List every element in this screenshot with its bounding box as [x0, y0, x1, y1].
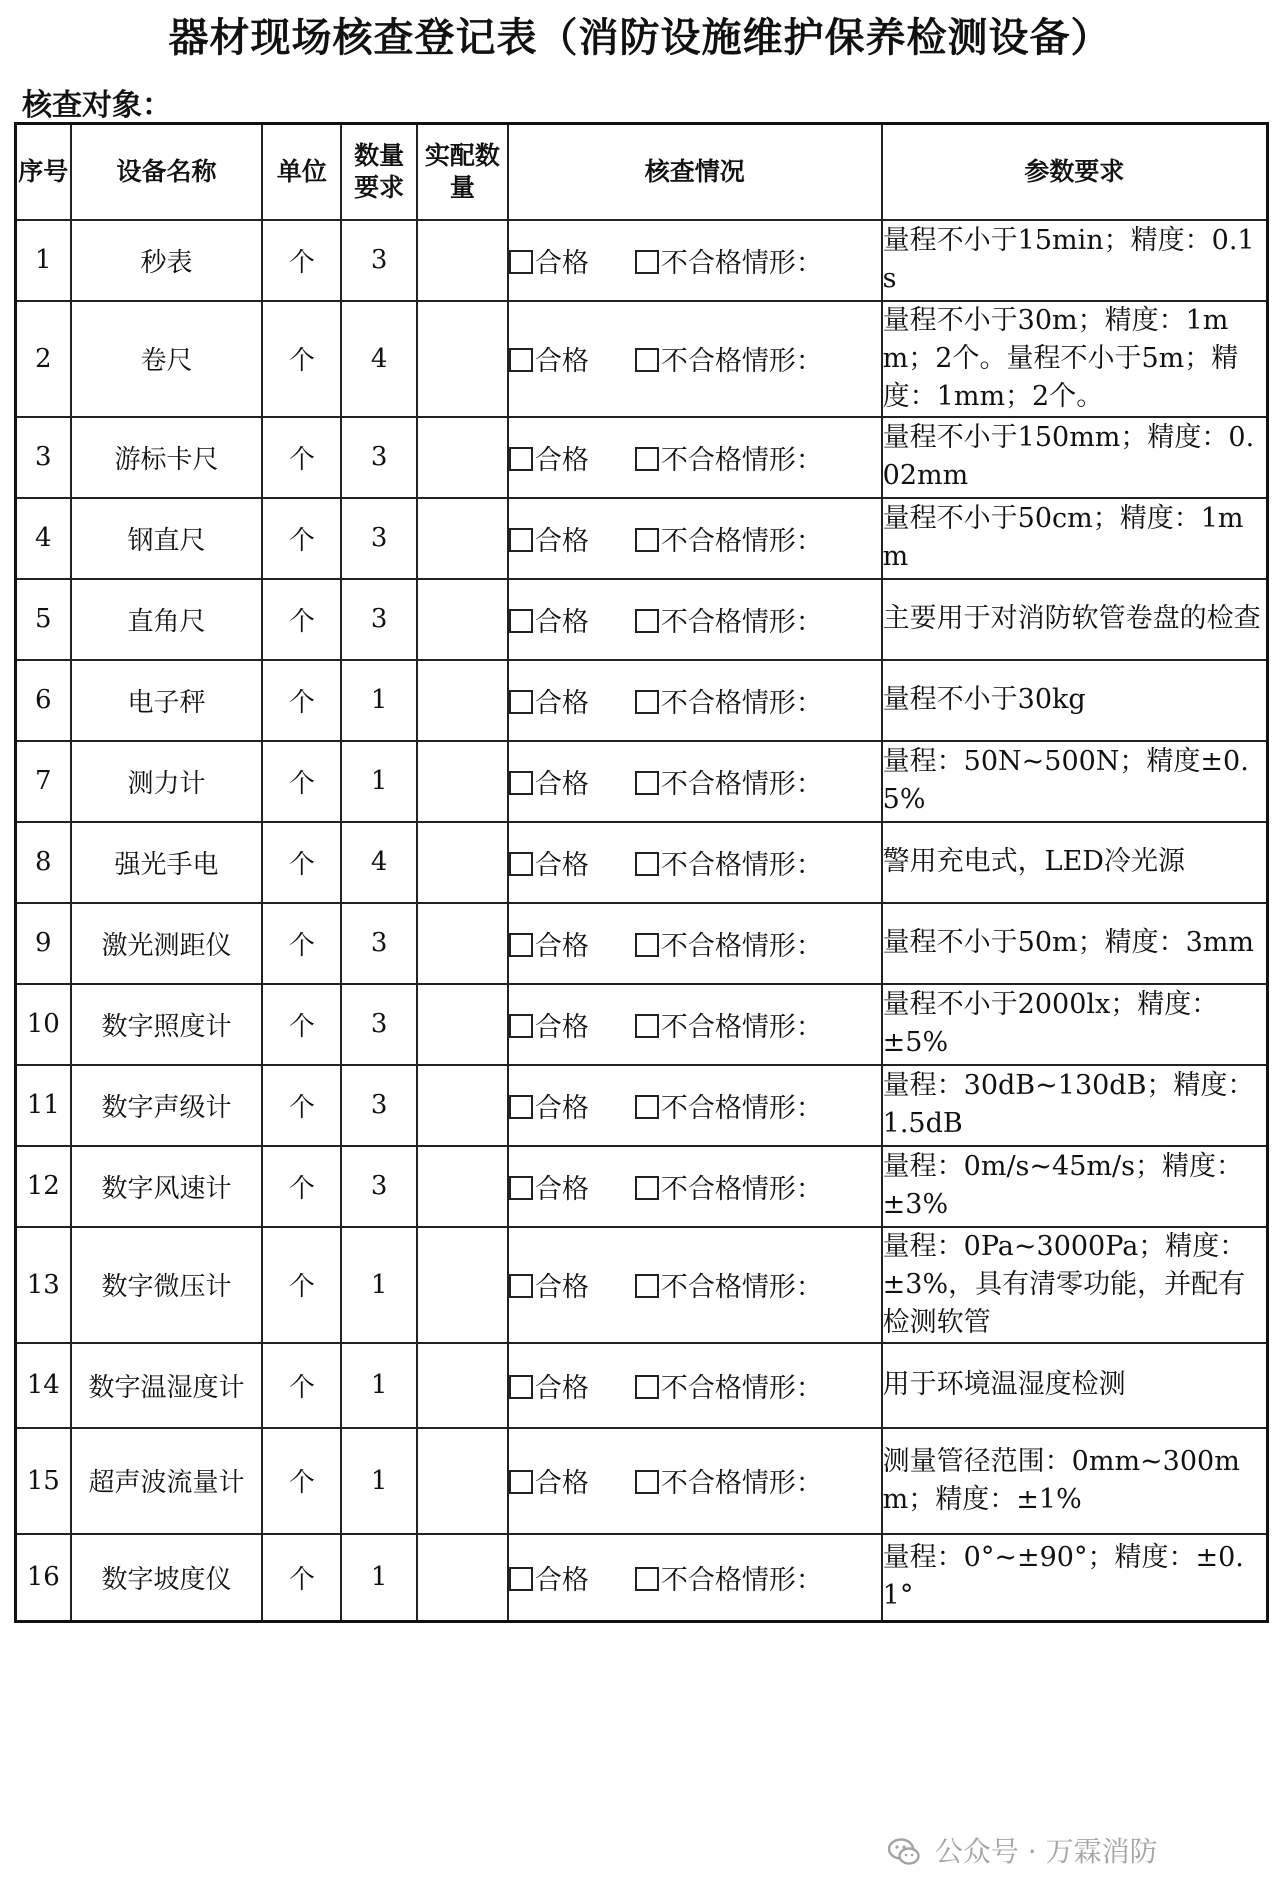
row-unit: 个 [262, 1227, 341, 1343]
row-serial-number: 7 [16, 741, 71, 822]
row-equipment-name: 数字照度计 [71, 984, 263, 1065]
table-row [16, 220, 1268, 301]
row-quantity-required: 3 [341, 498, 416, 579]
equipment-register-table [14, 122, 1269, 1623]
row-check-status [508, 903, 882, 984]
row-parameter-requirement: 量程不小于2000lx；精度：±5% [882, 984, 1268, 1065]
table-row [16, 498, 1268, 579]
table-row [16, 1343, 1268, 1428]
row-quantity-actual-input[interactable] [417, 1227, 508, 1343]
row-serial-number: 14 [16, 1343, 71, 1428]
row-serial-number: 16 [16, 1534, 71, 1622]
pass-checkbox[interactable] [509, 1176, 533, 1200]
pass-label: 合格 [534, 1468, 589, 1499]
fail-checkbox[interactable] [635, 1095, 659, 1119]
pass-checkbox[interactable] [509, 528, 533, 552]
row-quantity-actual-input[interactable] [417, 1534, 508, 1622]
row-equipment-name: 电子秤 [71, 660, 263, 741]
row-unit: 个 [262, 220, 341, 301]
row-check-status [508, 1146, 882, 1227]
row-quantity-required: 1 [341, 1428, 416, 1534]
fail-checkbox[interactable] [635, 528, 659, 552]
fail-label: 不合格情形： [660, 1468, 823, 1499]
inspection-subject-label: 核查对象： [22, 88, 172, 123]
fail-label: 不合格情形： [660, 525, 823, 557]
fail-checkbox[interactable] [635, 852, 659, 876]
pass-label: 合格 [534, 346, 589, 377]
fail-label: 不合格情形： [660, 1372, 823, 1404]
fail-label: 不合格情形： [660, 444, 823, 476]
fail-checkbox[interactable] [635, 1014, 659, 1038]
row-check-status [508, 1428, 882, 1534]
wechat-icon [888, 1838, 920, 1866]
table-row [16, 1065, 1268, 1146]
pass-checkbox[interactable] [509, 1095, 533, 1119]
row-quantity-actual-input[interactable] [417, 741, 508, 822]
row-unit: 个 [262, 301, 341, 417]
row-parameter-requirement: 量程：0°~±90°；精度：±0.1° [882, 1534, 1268, 1622]
row-quantity-actual-input[interactable] [417, 903, 508, 984]
header-quantity-required: 数量要求 [341, 124, 416, 220]
row-equipment-name: 卷尺 [71, 301, 263, 417]
table-row [16, 1534, 1268, 1622]
row-check-status [508, 1343, 882, 1428]
header-quantity-actual: 实配数量 [417, 124, 508, 220]
row-unit: 个 [262, 741, 341, 822]
row-equipment-name: 数字温湿度计 [71, 1343, 263, 1428]
fail-checkbox[interactable] [635, 1567, 659, 1591]
row-quantity-required: 3 [341, 220, 416, 301]
row-quantity-actual-input[interactable] [417, 822, 508, 903]
row-unit: 个 [262, 903, 341, 984]
fail-label: 不合格情形： [660, 1011, 823, 1043]
row-quantity-actual-input[interactable] [417, 984, 508, 1065]
row-unit: 个 [262, 579, 341, 660]
row-serial-number: 4 [16, 498, 71, 579]
header-unit: 单位 [262, 124, 341, 220]
pass-label: 合格 [534, 930, 589, 962]
fail-checkbox[interactable] [635, 348, 659, 372]
row-serial-number: 11 [16, 1065, 71, 1146]
row-quantity-actual-input[interactable] [417, 498, 508, 579]
pass-checkbox[interactable] [509, 1567, 533, 1591]
pass-checkbox[interactable] [509, 1375, 533, 1399]
row-unit: 个 [262, 984, 341, 1065]
watermark [888, 1830, 1158, 1870]
row-serial-number: 15 [16, 1428, 71, 1534]
fail-label: 不合格情形： [660, 1173, 823, 1205]
pass-checkbox[interactable] [509, 1014, 533, 1038]
row-check-status [508, 741, 882, 822]
row-unit: 个 [262, 498, 341, 579]
pass-checkbox[interactable] [509, 933, 533, 957]
row-check-status [508, 660, 882, 741]
row-unit: 个 [262, 1065, 341, 1146]
pass-label: 合格 [534, 444, 589, 476]
table-row [16, 301, 1268, 417]
pass-checkbox[interactable] [509, 250, 533, 274]
row-parameter-requirement: 量程：50N~500N；精度±0.5% [882, 741, 1268, 822]
row-quantity-required: 3 [341, 984, 416, 1065]
row-quantity-required: 3 [341, 1065, 416, 1146]
row-unit: 个 [262, 1146, 341, 1227]
fail-checkbox[interactable] [635, 690, 659, 714]
row-quantity-actual-input[interactable] [417, 660, 508, 741]
table-row [16, 660, 1268, 741]
row-check-status [508, 498, 882, 579]
fail-checkbox[interactable] [635, 609, 659, 633]
row-serial-number: 2 [16, 301, 71, 417]
row-unit: 个 [262, 660, 341, 741]
row-parameter-requirement: 量程不小于15min；精度：0.1s [882, 220, 1268, 301]
fail-label: 不合格情形： [660, 346, 823, 377]
page-title: 器材现场核查登记表（消防设施维护保养检测设备） [168, 15, 1112, 61]
row-parameter-requirement: 量程不小于150mm；精度：0.02mm [882, 417, 1268, 498]
pass-label: 合格 [534, 849, 589, 881]
fail-label: 不合格情形： [660, 849, 823, 881]
header-equipment-name: 设备名称 [71, 124, 263, 220]
row-check-status [508, 579, 882, 660]
table-header-row [16, 124, 1268, 220]
row-check-status [508, 1534, 882, 1622]
row-quantity-required: 3 [341, 1146, 416, 1227]
row-quantity-actual-input[interactable] [417, 1428, 508, 1534]
row-parameter-requirement: 主要用于对消防软管卷盘的检查 [882, 579, 1268, 660]
row-check-status [508, 417, 882, 498]
row-equipment-name: 钢直尺 [71, 498, 263, 579]
row-quantity-required: 1 [341, 1343, 416, 1428]
table-row [16, 903, 1268, 984]
row-unit: 个 [262, 1534, 341, 1622]
row-equipment-name: 数字坡度仪 [71, 1534, 263, 1622]
fail-checkbox[interactable] [635, 1470, 659, 1494]
table-row [16, 1428, 1268, 1534]
pass-checkbox[interactable] [509, 771, 533, 795]
pass-checkbox[interactable] [509, 852, 533, 876]
row-check-status [508, 301, 882, 417]
header-serial-number: 序号 [16, 124, 71, 220]
fail-checkbox[interactable] [635, 1375, 659, 1399]
row-equipment-name: 数字风速计 [71, 1146, 263, 1227]
row-serial-number: 8 [16, 822, 71, 903]
row-quantity-required: 3 [341, 417, 416, 498]
row-unit: 个 [262, 822, 341, 903]
row-equipment-name: 强光手电 [71, 822, 263, 903]
row-check-status [508, 1065, 882, 1146]
row-serial-number: 13 [16, 1227, 71, 1343]
fail-checkbox[interactable] [635, 1176, 659, 1200]
row-equipment-name: 数字声级计 [71, 1065, 263, 1146]
row-parameter-requirement: 量程不小于30kg [882, 660, 1268, 741]
pass-label: 合格 [534, 1092, 589, 1124]
row-quantity-required: 1 [341, 1227, 416, 1343]
row-parameter-requirement: 量程不小于30m；精度：1mm；2个。量程不小于5m；精度：1mm；2个。 [882, 301, 1268, 417]
row-unit: 个 [262, 1428, 341, 1534]
pass-label: 合格 [534, 687, 589, 719]
row-equipment-name: 秒表 [71, 220, 263, 301]
fail-checkbox[interactable] [635, 933, 659, 957]
row-quantity-actual-input[interactable] [417, 417, 508, 498]
pass-label: 合格 [534, 525, 589, 557]
pass-checkbox[interactable] [509, 690, 533, 714]
table-row [16, 1227, 1268, 1343]
row-quantity-required: 3 [341, 579, 416, 660]
fail-label: 不合格情形： [660, 1564, 823, 1596]
fail-label: 不合格情形： [660, 606, 823, 638]
row-serial-number: 1 [16, 220, 71, 301]
row-parameter-requirement: 量程不小于50m；精度：3mm [882, 903, 1268, 984]
pass-label: 合格 [534, 768, 589, 800]
row-check-status [508, 984, 882, 1065]
pass-checkbox[interactable] [509, 348, 533, 372]
row-check-status [508, 1227, 882, 1343]
row-quantity-required: 3 [341, 903, 416, 984]
pass-checkbox[interactable] [509, 1274, 533, 1298]
row-serial-number: 3 [16, 417, 71, 498]
row-equipment-name: 游标卡尺 [71, 417, 263, 498]
row-parameter-requirement: 量程：0m/s~45m/s；精度：±3% [882, 1146, 1268, 1227]
row-equipment-name: 测力计 [71, 741, 263, 822]
fail-label: 不合格情形： [660, 1092, 823, 1124]
fail-checkbox[interactable] [635, 447, 659, 471]
pass-checkbox[interactable] [509, 1470, 533, 1494]
fail-label: 不合格情形： [660, 930, 823, 962]
row-quantity-actual-input[interactable] [417, 220, 508, 301]
row-unit: 个 [262, 1343, 341, 1428]
row-parameter-requirement: 量程不小于50cm；精度：1mm [882, 498, 1268, 579]
pass-label: 合格 [534, 1564, 589, 1596]
watermark-text: 公众号 · 万霖消防 [934, 1835, 1158, 1868]
row-quantity-required: 1 [341, 660, 416, 741]
table-row [16, 1146, 1268, 1227]
table-row [16, 741, 1268, 822]
pass-label: 合格 [534, 1272, 589, 1303]
pass-label: 合格 [534, 606, 589, 638]
pass-label: 合格 [534, 1011, 589, 1043]
row-parameter-requirement: 量程：30dB~130dB；精度：1.5dB [882, 1065, 1268, 1146]
row-check-status [508, 220, 882, 301]
row-quantity-required: 1 [341, 741, 416, 822]
row-parameter-requirement: 量程：0Pa~3000Pa；精度：±3%，具有清零功能，并配有检测软管 [882, 1227, 1268, 1343]
row-quantity-actual-input[interactable] [417, 1343, 508, 1428]
row-equipment-name: 直角尺 [71, 579, 263, 660]
row-quantity-required: 1 [341, 1534, 416, 1622]
header-parameter-requirement: 参数要求 [882, 124, 1268, 220]
row-serial-number: 12 [16, 1146, 71, 1227]
row-quantity-actual-input[interactable] [417, 301, 508, 417]
row-check-status [508, 822, 882, 903]
table-row [16, 822, 1268, 903]
row-quantity-actual-input[interactable] [417, 579, 508, 660]
pass-label: 合格 [534, 1372, 589, 1404]
row-serial-number: 9 [16, 903, 71, 984]
row-quantity-required: 4 [341, 822, 416, 903]
row-equipment-name: 数字微压计 [71, 1227, 263, 1343]
row-quantity-required: 4 [341, 301, 416, 417]
table-row [16, 417, 1268, 498]
pass-checkbox[interactable] [509, 609, 533, 633]
fail-label: 不合格情形： [660, 1272, 823, 1303]
row-unit: 个 [262, 417, 341, 498]
row-equipment-name: 激光测距仪 [71, 903, 263, 984]
table-row [16, 579, 1268, 660]
fail-label: 不合格情形： [660, 247, 823, 279]
fail-checkbox[interactable] [635, 771, 659, 795]
table-row [16, 984, 1268, 1065]
pass-label: 合格 [534, 247, 589, 279]
row-serial-number: 6 [16, 660, 71, 741]
row-serial-number: 5 [16, 579, 71, 660]
row-parameter-requirement: 警用充电式，LED冷光源 [882, 822, 1268, 903]
row-parameter-requirement: 用于环境温湿度检测 [882, 1343, 1268, 1428]
fail-label: 不合格情形： [660, 687, 823, 719]
row-quantity-actual-input[interactable] [417, 1065, 508, 1146]
row-serial-number: 10 [16, 984, 71, 1065]
fail-checkbox[interactable] [635, 1274, 659, 1298]
row-parameter-requirement: 测量管径范围：0mm~300mm；精度：±1% [882, 1428, 1268, 1534]
row-equipment-name: 超声波流量计 [71, 1428, 263, 1534]
fail-checkbox[interactable] [635, 250, 659, 274]
fail-label: 不合格情形： [660, 768, 823, 800]
pass-checkbox[interactable] [509, 447, 533, 471]
header-check-status: 核查情况 [508, 124, 882, 220]
pass-label: 合格 [534, 1173, 589, 1205]
row-quantity-actual-input[interactable] [417, 1146, 508, 1227]
